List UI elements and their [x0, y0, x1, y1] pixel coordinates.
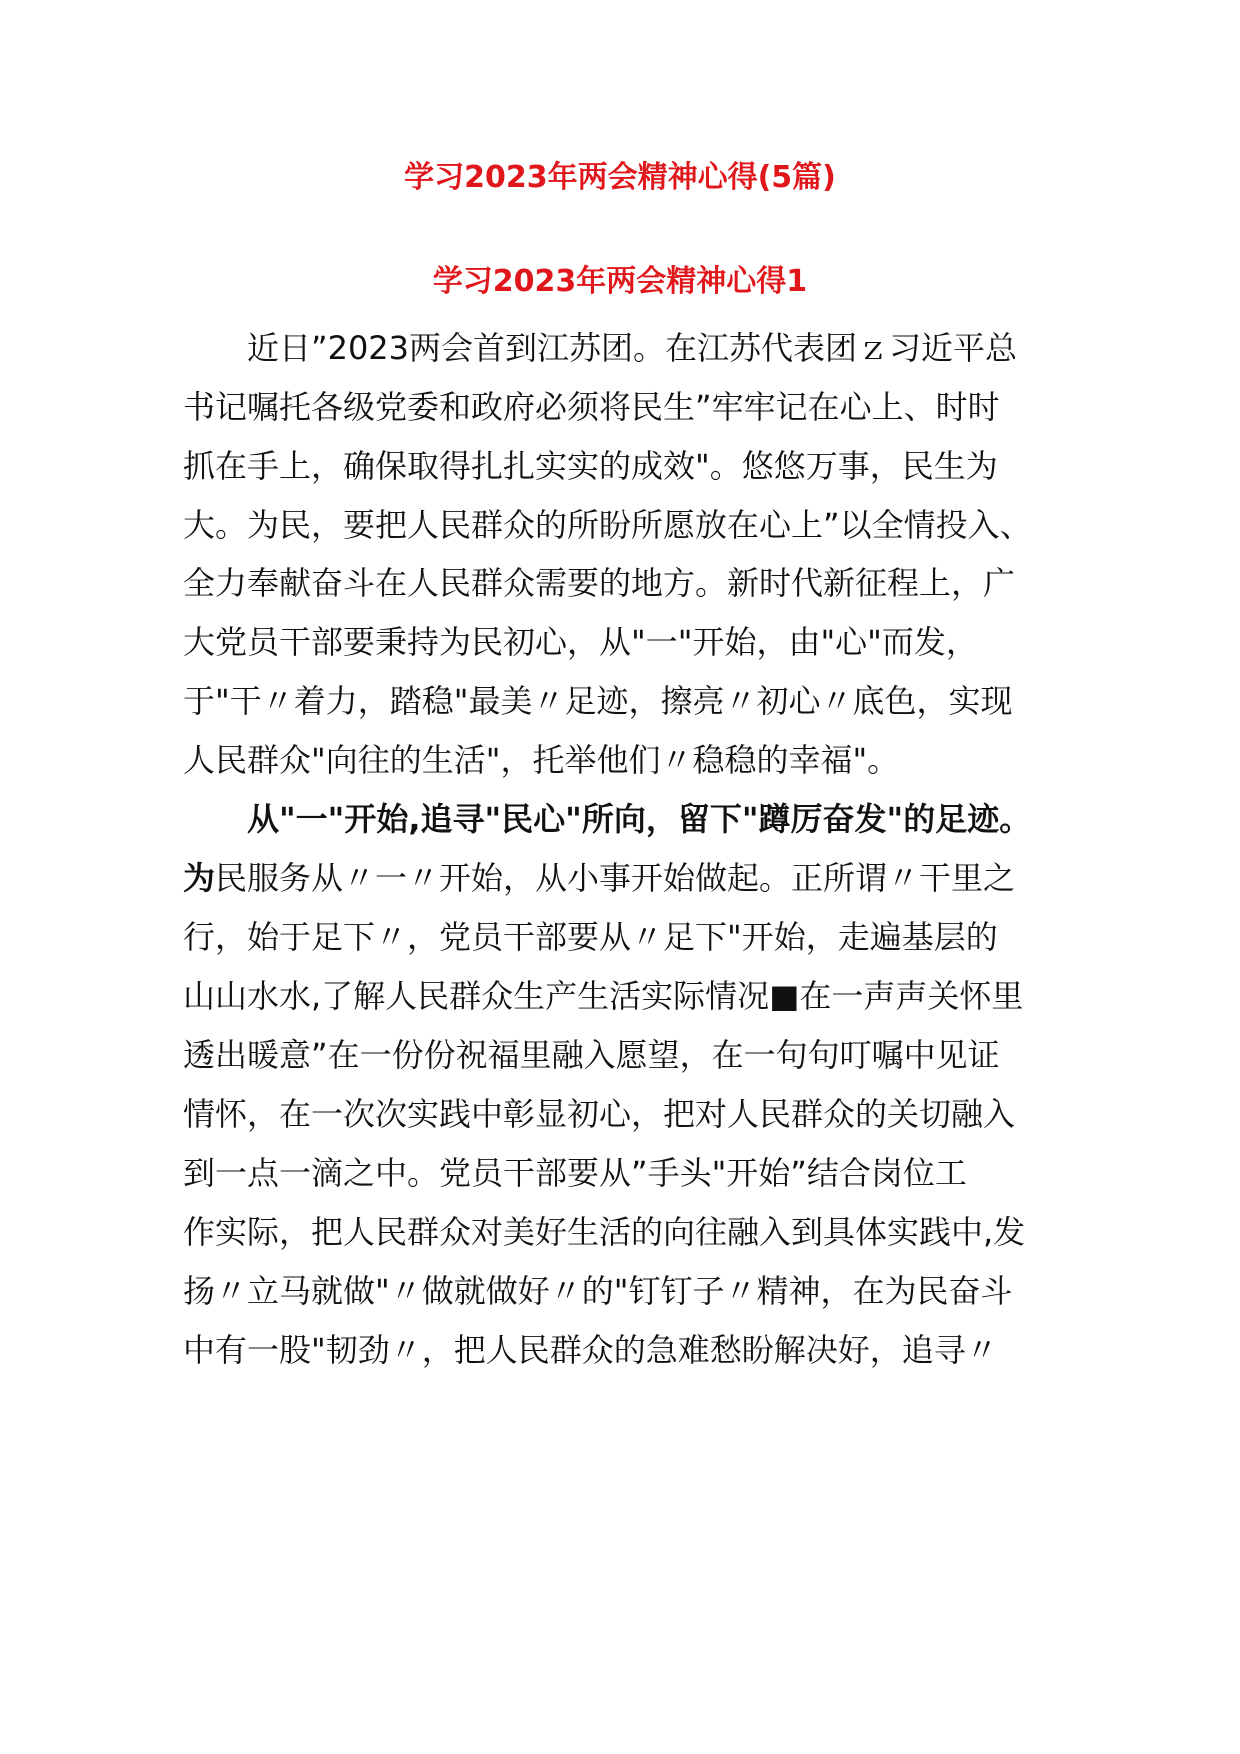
section-title: 学习2023年两会精神心得1 [432, 264, 808, 299]
paragraph-line: 全力奉献奋斗在人民群众需要的地方。新时代新征程上，广 [183, 564, 1016, 602]
paragraph-line: 人民群众"向往的生活"，托举他们〃稳稳的幸福"。 [183, 741, 900, 779]
paragraph-line: 作实际，把人民群众对美好生活的向往融入到具体实践中,发 [183, 1213, 1026, 1251]
paragraph-line: 透出暖意”在一份份祝福里融入愿望，在一句句叮嘱中见证 [183, 1036, 1000, 1074]
paragraph-line: 大党员干部要秉持为民初心，从"一"开始，由"心"而发， [183, 623, 978, 661]
paragraph-line: 书记嘱托各级党委和政府必须将民生”牢牢记在心上、时时 [183, 388, 1000, 426]
paragraph-line: 到一点一滴之中。党员干部要从”手头"开始”结合岗位工 [183, 1154, 967, 1192]
paragraph-line: 情怀，在一次次实践中彰显初心，把对人民群众的关切融入 [183, 1095, 1016, 1133]
paragraph-line-text: 民服务从〃一〃开始，从小事开始做起。正所谓〃干里之 [215, 859, 1016, 897]
paragraph-line: 中有一股"韧劲〃，把人民群众的急难愁盼解决好，追寻〃 [183, 1331, 998, 1369]
paragraph-line: 行，始于足下〃，党员干部要从〃足下"开始，走遍基层的 [183, 918, 998, 956]
bold-heading: 从"一"开始,追寻"民心"所向，留下"蹲厉奋发"的足迹。 [247, 800, 1032, 838]
paragraph-line: 近日”2023两会首到江苏团。在江苏代表团ｚ习近平总 [247, 329, 1018, 367]
paragraph-line: 扬〃立马就做"〃做就做好〃的"钉钉子〃精神，在为民奋斗 [183, 1272, 1013, 1310]
bold-lead-char: 为 [183, 859, 216, 897]
paragraph-line [183, 858, 1083, 898]
paragraph-line: 山山水水,了解人民群众生产生活实际情况■在一声声关怀里 [183, 977, 1024, 1015]
paragraph-line: 于"干〃着力，踏稳"最美〃足迹，擦亮〃初心〃底色，实现 [183, 682, 1013, 720]
document-title: 学习2023年两会精神心得(5篇) [404, 160, 836, 195]
paragraph-line: 大。为民，要把人民群众的所盼所愿放在心上”以全情投入、 [183, 506, 1032, 544]
paragraph-line: 抓在手上，确保取得扎扎实实的成效"。悠悠万事，民生为 [183, 447, 998, 485]
